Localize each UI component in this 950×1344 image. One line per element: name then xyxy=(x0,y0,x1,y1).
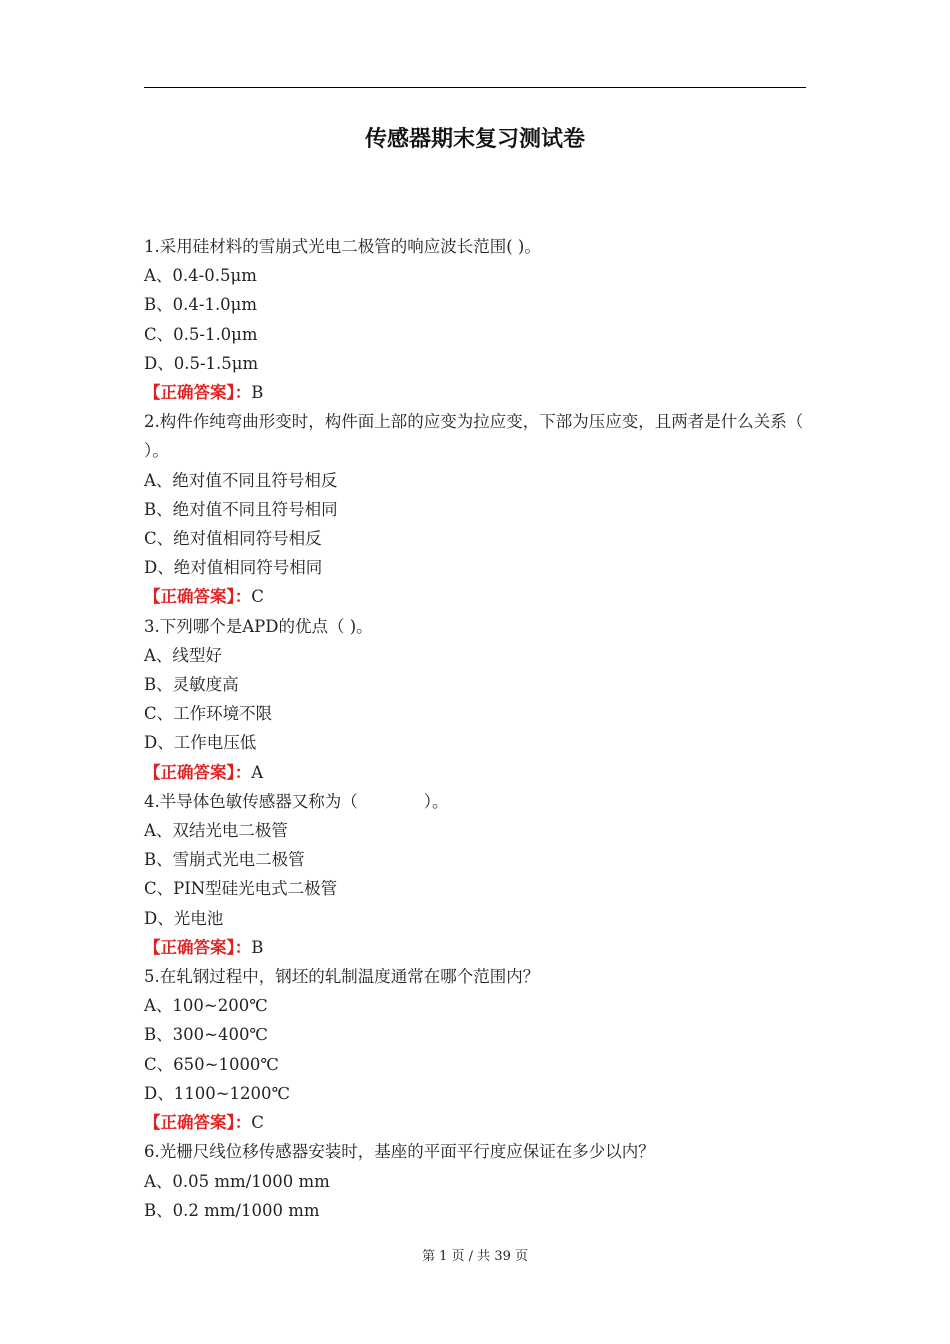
answer-value: C xyxy=(251,587,264,607)
question-block xyxy=(144,612,806,787)
option-item: D、绝对值相同符号相同 xyxy=(144,558,323,578)
question-text: 4.半导体色敏传感器又称为（ ）。 xyxy=(144,791,449,811)
option-item: D、1100~1200℃ xyxy=(144,1083,290,1103)
option-item: C、绝对值相同符号相反 xyxy=(144,529,322,549)
answer-label: 【正确答案】： xyxy=(144,587,252,607)
option-item: A、线型好 xyxy=(144,645,222,665)
option-item: D、0.5-1.5μm xyxy=(144,353,259,373)
document-title: 传感器期末复习测试卷 xyxy=(364,127,585,152)
option-item: A、100~200℃ xyxy=(144,996,268,1016)
answer-label: 【正确答案】： xyxy=(144,1113,252,1133)
question-block xyxy=(144,407,809,611)
question-block xyxy=(144,232,806,407)
question-text: 3.下列哪个是APD的优点（ )。 xyxy=(144,616,373,636)
answer-line xyxy=(144,758,806,787)
answer-value: B xyxy=(251,383,264,403)
option-item: C、0.5-1.0μm xyxy=(144,324,258,344)
answer-label: 【正确答案】： xyxy=(144,937,252,957)
option-item: C、650~1000℃ xyxy=(144,1054,279,1074)
answer-value: B xyxy=(251,937,264,957)
option-item: A、绝对值不同且符号相反 xyxy=(144,470,338,490)
answer-line xyxy=(144,378,806,407)
question-list xyxy=(144,232,809,1225)
option-item: D、光电池 xyxy=(144,908,224,928)
option-item: C、PIN型硅光电式二极管 xyxy=(144,879,338,899)
answer-line xyxy=(144,1108,806,1137)
option-item: B、300~400℃ xyxy=(144,1025,268,1045)
answer-value: A xyxy=(251,762,264,782)
page-footer: 第 1 页 / 共 39 页 xyxy=(422,1249,528,1264)
option-item: B、雪崩式光电二极管 xyxy=(144,850,305,870)
question-text: 2.构件作纯弯曲形变时，构件面上部的应变为拉应变，下部为压应变，且两者是什么关系（ ）。 xyxy=(144,412,809,461)
option-item: A、0.4-0.5μm xyxy=(144,266,257,286)
answer-value: C xyxy=(251,1113,264,1133)
option-item: C、工作环境不限 xyxy=(144,704,273,724)
answer-line xyxy=(144,582,806,611)
answer-label: 【正确答案】： xyxy=(144,762,252,782)
header-rule xyxy=(144,87,806,88)
option-item: D、工作电压低 xyxy=(144,733,257,753)
question-text: 5.在轧钢过程中，钢坯的轧制温度通常在哪个范围内？ xyxy=(144,967,540,987)
question-text: 6.光栅尺线位移传感器安装时，基座的平面平行度应保证在多少以内？ xyxy=(144,1142,655,1162)
option-item: A、0.05 mm/1000 mm xyxy=(144,1171,330,1191)
question-block xyxy=(144,787,806,962)
question-text: 1.采用硅材料的雪崩式光电二极管的响应波长范围( )。 xyxy=(144,237,541,256)
answer-label: 【正确答案】： xyxy=(144,383,252,403)
option-item: B、0.4-1.0μm xyxy=(144,295,258,315)
question-block xyxy=(144,962,806,1137)
option-item: A、双结光电二极管 xyxy=(144,821,288,841)
option-item: B、0.2 mm/1000 mm xyxy=(144,1200,320,1220)
option-item: B、绝对值不同且符号相同 xyxy=(144,499,338,519)
answer-line xyxy=(144,933,806,962)
question-block xyxy=(144,1137,806,1225)
option-item: B、灵敏度高 xyxy=(144,675,239,695)
